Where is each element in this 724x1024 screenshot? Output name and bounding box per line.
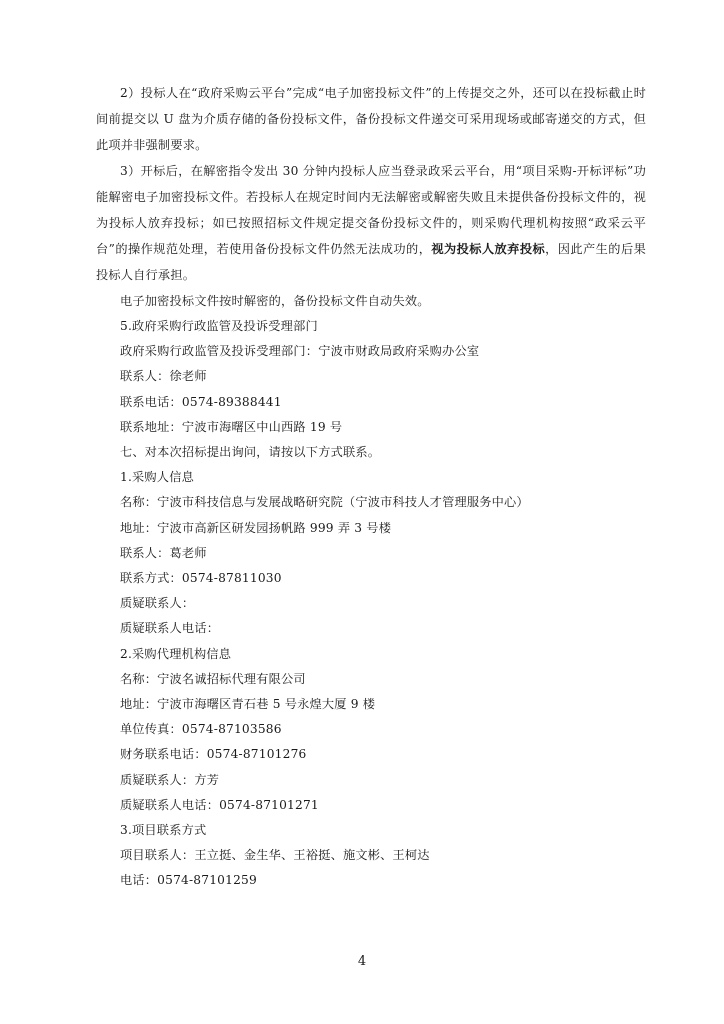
purchaser-contact-phone: 联系方式：0574-87811030 [120, 571, 282, 586]
decryption-rules-bold-text: 视为投标人放弃投标 [431, 242, 546, 256]
agency-query-contact: 质疑联系人：方芳 [120, 772, 220, 787]
paragraph-backup-invalid: 电子加密投标文件按时解密的，备份投标文件自动失效。 [120, 294, 430, 308]
project-contact-phone: 电话：0574-87101259 [120, 873, 257, 888]
section-heading-supervision: 5.政府采购行政监管及投诉受理部门 [120, 319, 318, 333]
page-number: 4 [357, 954, 367, 969]
subheading-purchaser-info: 1.采购人信息 [120, 470, 194, 485]
purchaser-address: 地址：宁波市高新区研发园扬帆路 999 弄 3 号楼 [120, 520, 392, 535]
agency-name: 名称：宁波名诚招标代理有限公司 [120, 671, 306, 686]
purchaser-contact-person: 联系人：葛老师 [120, 545, 207, 560]
purchaser-query-phone: 质疑联系人电话： [120, 621, 220, 636]
supervision-contact-phone: 联系电话：0574-89388441 [120, 394, 282, 409]
supervision-department: 政府采购行政监管及投诉受理部门：宁波市财政局政府采购办公室 [120, 344, 480, 359]
subheading-agency-info: 2.采购代理机构信息 [120, 646, 232, 661]
supervision-contact-person: 联系人：徐老师 [120, 369, 207, 384]
agency-finance-phone: 财务联系电话：0574-87101276 [120, 747, 307, 762]
agency-fax: 单位传真：0574-87103586 [120, 722, 282, 737]
section-heading-inquiry: 七、对本次招标提出询问，请按以下方式联系。 [120, 445, 381, 460]
decryption-rules-text: 3）开标后，在解密指令发出 30 分钟内投标人应当登录政采云平台，用“项目采购-开标评标”功能解密电子加密投标文件。若投标人在规定时间内无法解密或解密失败且未提供备份投标文件的，视为投标人放弃投标；如已按照招标文件规定提交备份投标文件的，则采购代理机构按照“政采云平台”的操作规范处理，若使用备份投标文件仍然无法成功的， [96, 164, 646, 256]
project-contact-persons: 项目联系人：王立挺、金生华、王裕挺、施文彬、王柯达 [120, 848, 430, 863]
paragraph-backup-submission: 2）投标人在“政府采购云平台”完成“电子加密投标文件”的上传提交之外，还可以在投标截止时间前提交以 U 盘为介质存储的备份投标文件，备份投标文件递交可采用现场或邮寄递交的方式，但此项并非强制要求。 [96, 86, 646, 152]
purchaser-name: 名称：宁波市科技信息与发展战略研究院（宁波市科技人才管理服务中心） [120, 495, 529, 510]
decryption-rules-tail-text: ，因此产生的后果投标人自行承担。 [96, 242, 646, 282]
agency-query-phone: 质疑联系人电话：0574-87101271 [120, 797, 319, 812]
supervision-contact-address: 联系地址：宁波市海曙区中山西路 19 号 [120, 419, 343, 434]
document-body [96, 80, 646, 894]
paragraph-decryption-rules [96, 158, 646, 288]
subheading-project-contact: 3.项目联系方式 [120, 823, 207, 838]
purchaser-query-contact: 质疑联系人： [120, 596, 195, 611]
agency-address: 地址：宁波市海曙区青石巷 5 号永煌大厦 9 楼 [120, 697, 376, 712]
